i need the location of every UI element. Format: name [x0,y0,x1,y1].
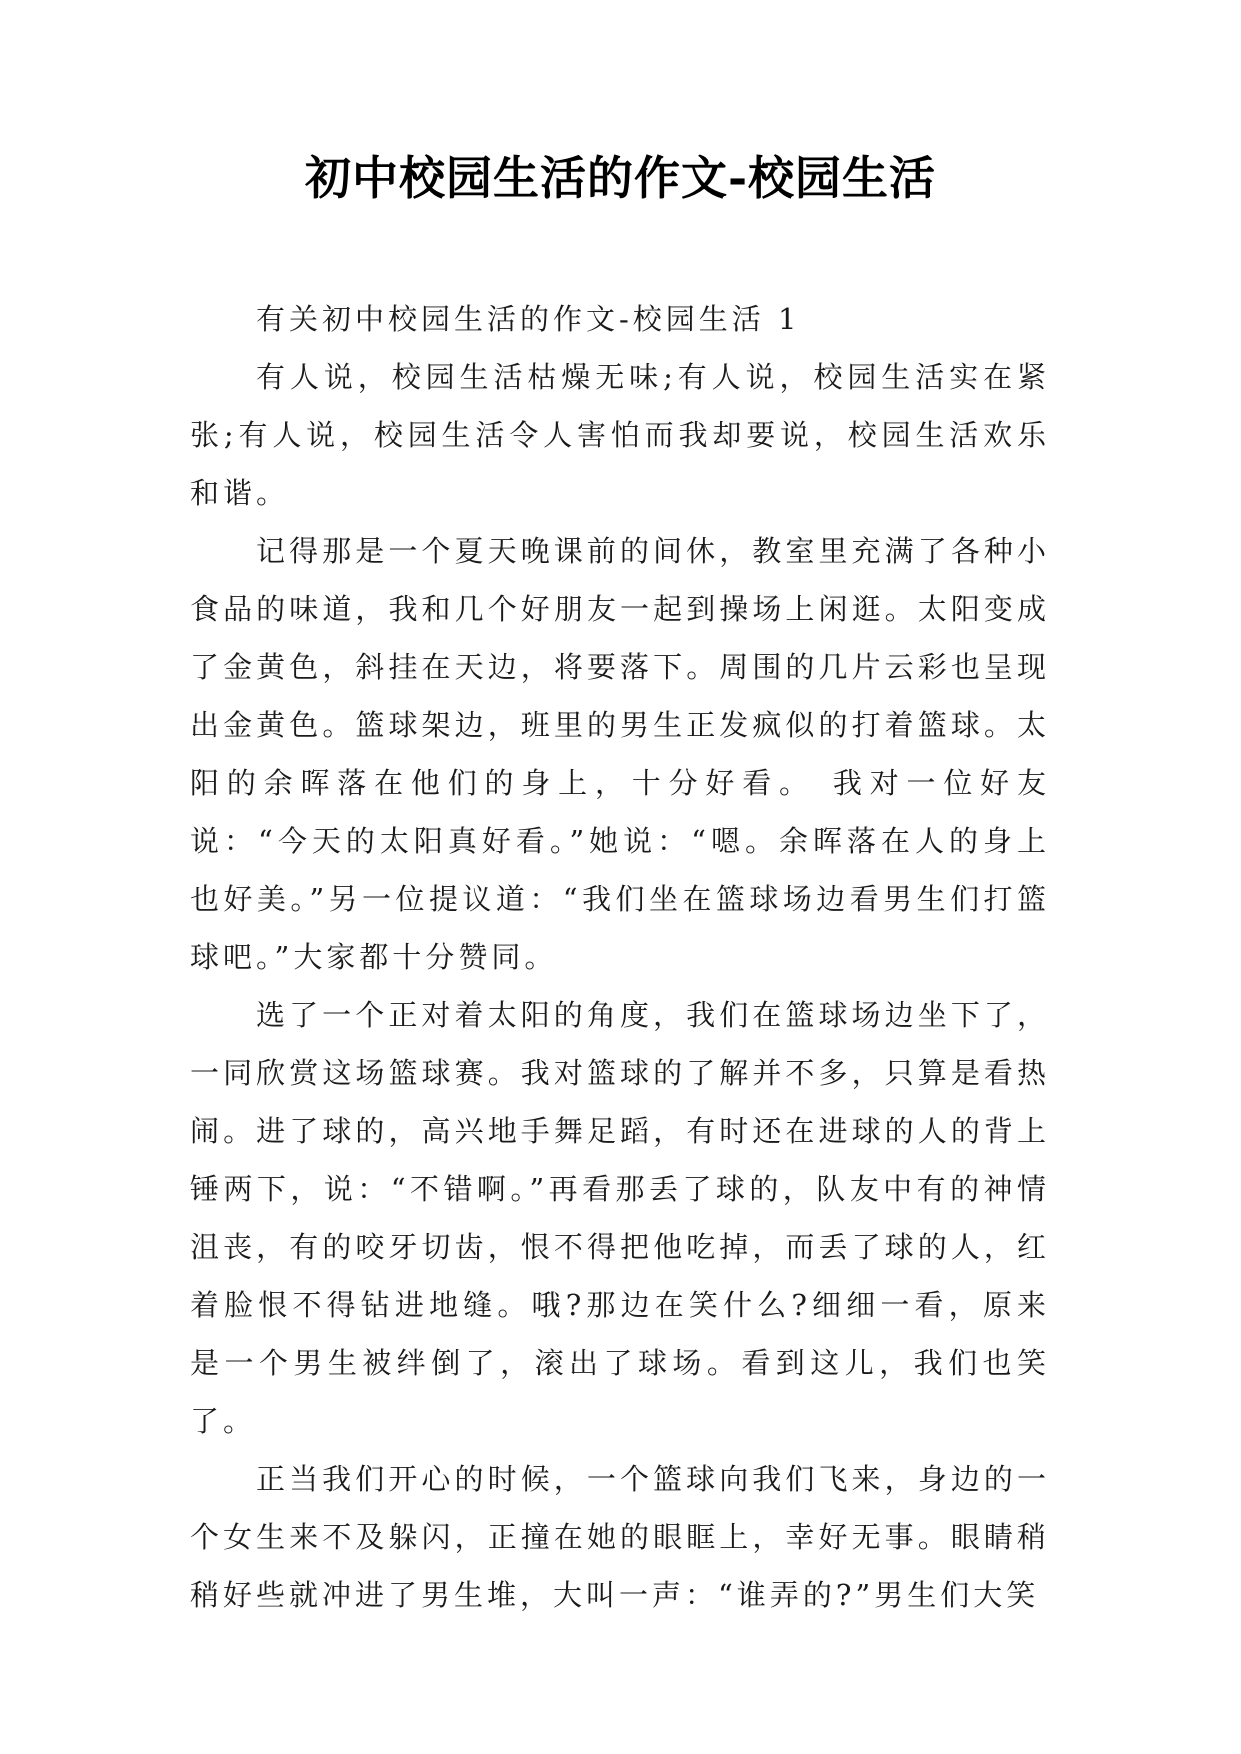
paragraph: 记得那是一个夏天晚课前的间休，教室里充满了各种小食品的味道，我和几个好朋友一起到操场上闲逛。太阳变成了金黄色，斜挂在天边，将要落下。周围的几片云彩也呈现出金黄色。篮球架边，班里的男生正发疯似的打着篮球。太阳的余晖落在他们的身上，十分好看。 我对一位好友说：“今天的太阳真好看。”她说：“嗯。余晖落在人的身上也好美。”另一位提议道：“我们坐在篮球场边看男生们打篮球吧。”大家都十分赞同。 [190,534,1050,974]
paragraph: 选了一个正对着太阳的角度，我们在篮球场边坐下了，一同欣赏这场篮球赛。我对篮球的了解并不多，只算是看热闹。进了球的，高兴地手舞足蹈，有时还在进球的人的背上锤两下，说：“不错啊。”再看那丢了球的，队友中有的神情沮丧，有的咬牙切齿，恨不得把他吃掉，而丢了球的人，红着脸恨不得钻进地缝。哦?那边在笑什么?细细一看，原来是一个男生被绊倒了，滚出了球场。看到这儿，我们也笑了。 [190,998,1050,1438]
paragraph-heading: 有关初中校园生活的作文-校园生活 1 [256,302,801,336]
document-title: 初中校园生活的作文-校园生活 [304,151,937,205]
document-body [190,290,1050,1624]
paragraph: 有人说，校园生活枯燥无味;有人说，校园生活实在紧张;有人说，校园生活令人害怕而我却要说，校园生活欢乐和谐。 [190,360,1050,510]
paragraph: 正当我们开心的时候，一个篮球向我们飞来，身边的一个女生来不及躲闪，正撞在她的眼眶上，幸好无事。眼睛稍稍好些就冲进了男生堆，大叫一声：“谁弄的?”男生们大笑 [190,1462,1050,1612]
